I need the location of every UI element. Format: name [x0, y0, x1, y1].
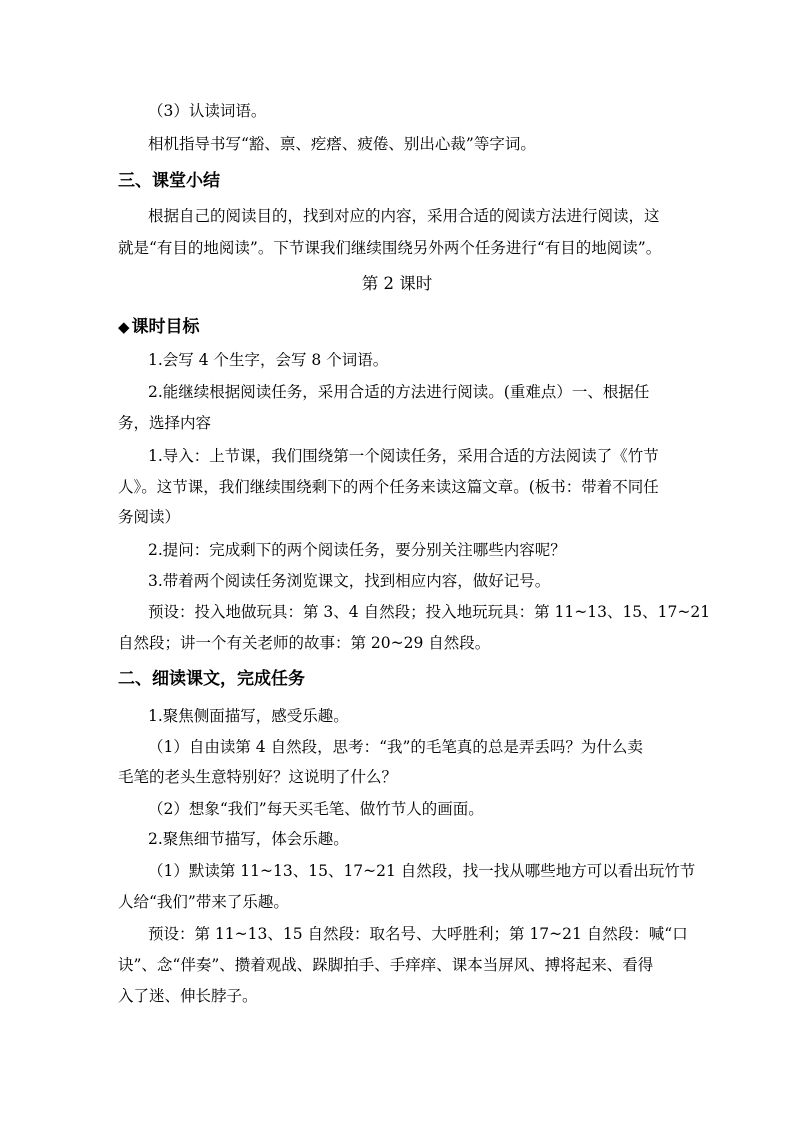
text-line: 毛笔的老头生意特别好？这说明了什么？ [118, 768, 398, 786]
text-line: （1）默读第 11~13、15、17~21 自然段，找一找从哪些地方可以看出玩竹节 [148, 862, 696, 880]
text-line: 3.带着两个阅读任务浏览课文，找到相应内容，做好记号。 [148, 572, 551, 590]
text-line: 自然段；讲一个有关老师的故事：第 20~29 自然段。 [118, 634, 491, 652]
text-line: 1.聚焦侧面描写，感受乐趣。 [148, 707, 349, 725]
text-line: 人》。这节课，我们继续围绕剩下的两个任务来读这篇文章。(板书：带着不同任 [118, 478, 659, 496]
text-line: 预设：第 11~13、15 自然段：取名号、大呼胜利；第 17~21 自然段：喊“口 [148, 925, 688, 943]
text-line: 务，选择内容 [118, 414, 212, 432]
text-line: 2.能继续根据阅读任务，采用合适的方法进行阅读。(重难点）一、根据任 [148, 383, 650, 401]
text-line: （1）自由读第 4 自然段，思考：“我”的毛笔真的总是弄丢吗？为什么卖 [148, 738, 643, 756]
text-line: 就是“有目的地阅读”。下节课我们继续围绕另外两个任务进行“有目的地阅读”。 [118, 239, 662, 257]
text-line: 预设：投入地做玩具：第 3、4 自然段；投入地玩玩具：第 11~13、15、17~21 [148, 603, 711, 621]
text-line: 诀”、念“伴奏”、攒着观战、跺脚拍手、手痒痒、课本当屏风、搏将起来、看得 [118, 956, 654, 974]
text-line: 根据自己的阅读目的，找到对应的内容，采用合适的阅读方法进行阅读，这 [148, 207, 660, 225]
text-line: （3）认读词语。 [148, 102, 267, 120]
text-line: 入了迷、伸长脖子。 [118, 987, 258, 1005]
lesson-title: 第 2 课时 [361, 274, 433, 293]
text-line: （2）想象“我们”每天买毛笔、做竹节人的画面。 [148, 800, 484, 818]
objectives-heading-text: 课时目标 [131, 317, 200, 337]
text-line: 2.提问：完成剩下的两个阅读任务，要分别关注哪些内容呢？ [148, 541, 566, 559]
text-line: 1.会写 4 个生字，会写 8 个词语。 [148, 351, 389, 369]
section-heading: 二、细读课文，完成任务 [118, 669, 305, 689]
text-line: 1.导入：上节课，我们围绕第一个阅读任务，采用合适的方法阅读了《竹节 [148, 447, 659, 465]
text-line: 人给“我们”带来了乐趣。 [118, 893, 289, 911]
text-line: 务阅读） [118, 508, 181, 526]
diamond-icon: ◆ [118, 318, 130, 336]
text-line: 相机指导书写“豁、禀、疙瘩、疲倦、别出心裁”等字词。 [148, 135, 536, 153]
objectives-heading [118, 316, 200, 338]
section-heading: 三、课堂小结 [118, 171, 220, 191]
text-line: 2.聚焦细节描写，体会乐趣。 [148, 830, 349, 848]
